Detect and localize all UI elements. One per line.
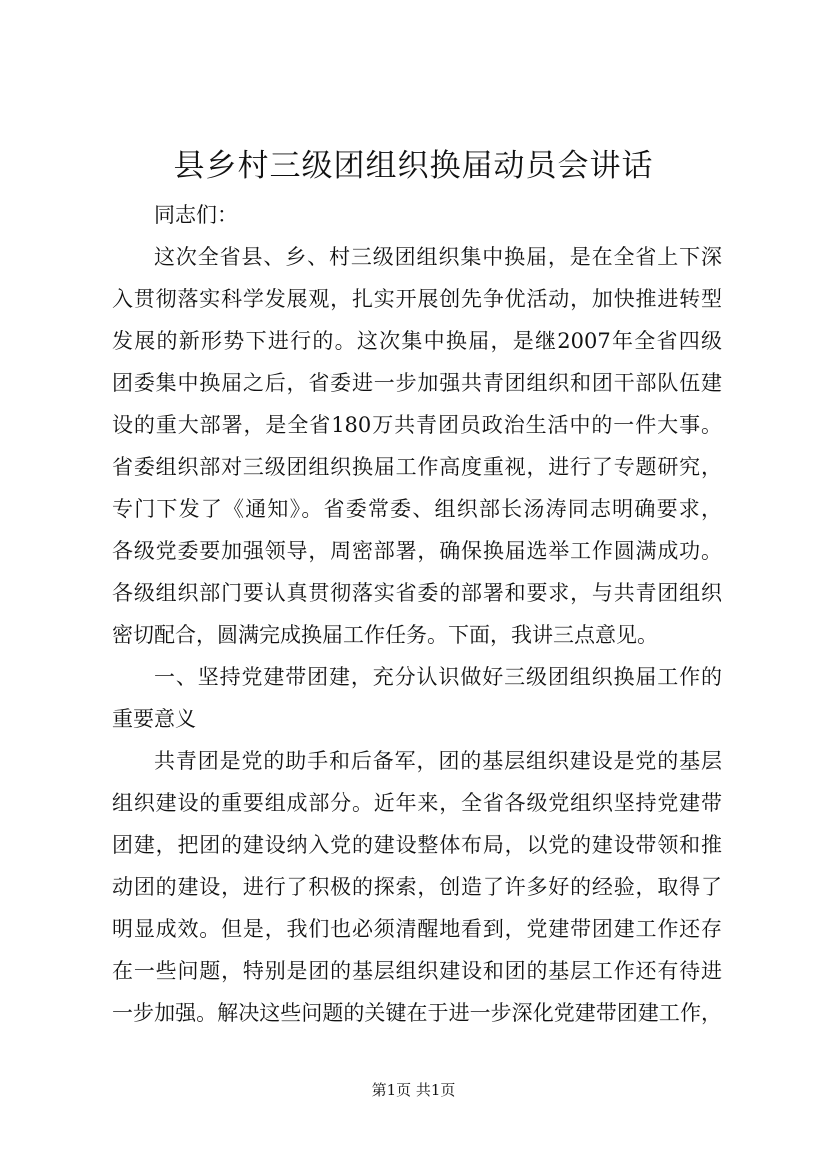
paragraph-line: 密切配合，圆满完成换届工作任务。下面，我讲三点意见。	[112, 623, 658, 647]
paragraph-line: 团委集中换届之后，省委进一步加强共青团组织和团干部队伍建	[112, 371, 722, 395]
paragraph-line: 团建，把团的建设纳入党的建设整体布局，以党的建设带领和推	[112, 833, 722, 857]
paragraph-line: 发展的新形势下进行的。这次集中换届，是继2007年全省四级	[112, 329, 722, 353]
paragraph-line: 设的重大部署，是全省180万共青团员政治生活中的一件大事。	[112, 413, 722, 437]
paragraph-line: 在一些问题，特别是团的基层组织建设和团的基层工作还有待进	[112, 959, 722, 983]
paragraph-line: 入贯彻落实科学发展观，扎实开展创先争优活动，加快推进转型	[112, 287, 722, 311]
paragraph-line: 一步加强。解决这些问题的关键在于进一步深化党建带团建工作，	[112, 1001, 722, 1025]
paragraph-line: 省委组织部对三级团组织换届工作高度重视，进行了专题研究，	[112, 455, 722, 479]
document-title: 县乡村三级团组织换届动员会讲话	[173, 148, 654, 184]
paragraph-line: 动团的建设，进行了积极的探索，创造了许多好的经验，取得了	[112, 875, 722, 899]
paragraph-line: 各级党委要加强领导，周密部署，确保换届选举工作圆满成功。	[112, 539, 722, 563]
section-heading-line: 一、坚持党建带团建，充分认识做好三级团组织换届工作的	[154, 665, 722, 689]
paragraph-line: 组织建设的重要组成部分。近年来，全省各级党组织坚持党建带	[112, 791, 722, 815]
salutation-line: 同志们：	[154, 203, 238, 227]
paragraph-line: 专门下发了《通知》。省委常委、组织部长汤涛同志明确要求，	[112, 497, 722, 521]
section-heading-line: 重要意义	[112, 707, 196, 731]
paragraph-line: 共青团是党的助手和后备军，团的基层组织建设是党的基层	[154, 749, 722, 773]
paragraph-line: 明显成效。但是，我们也必须清醒地看到，党建带团建工作还存	[112, 917, 722, 941]
paragraph-line: 这次全省县、乡、村三级团组织集中换届，是在全省上下深	[154, 245, 722, 269]
paragraph-line: 各级组织部门要认真贯彻落实省委的部署和要求，与共青团组织	[112, 581, 722, 605]
page-number-footer: 第1页 共1页	[371, 1081, 456, 1099]
